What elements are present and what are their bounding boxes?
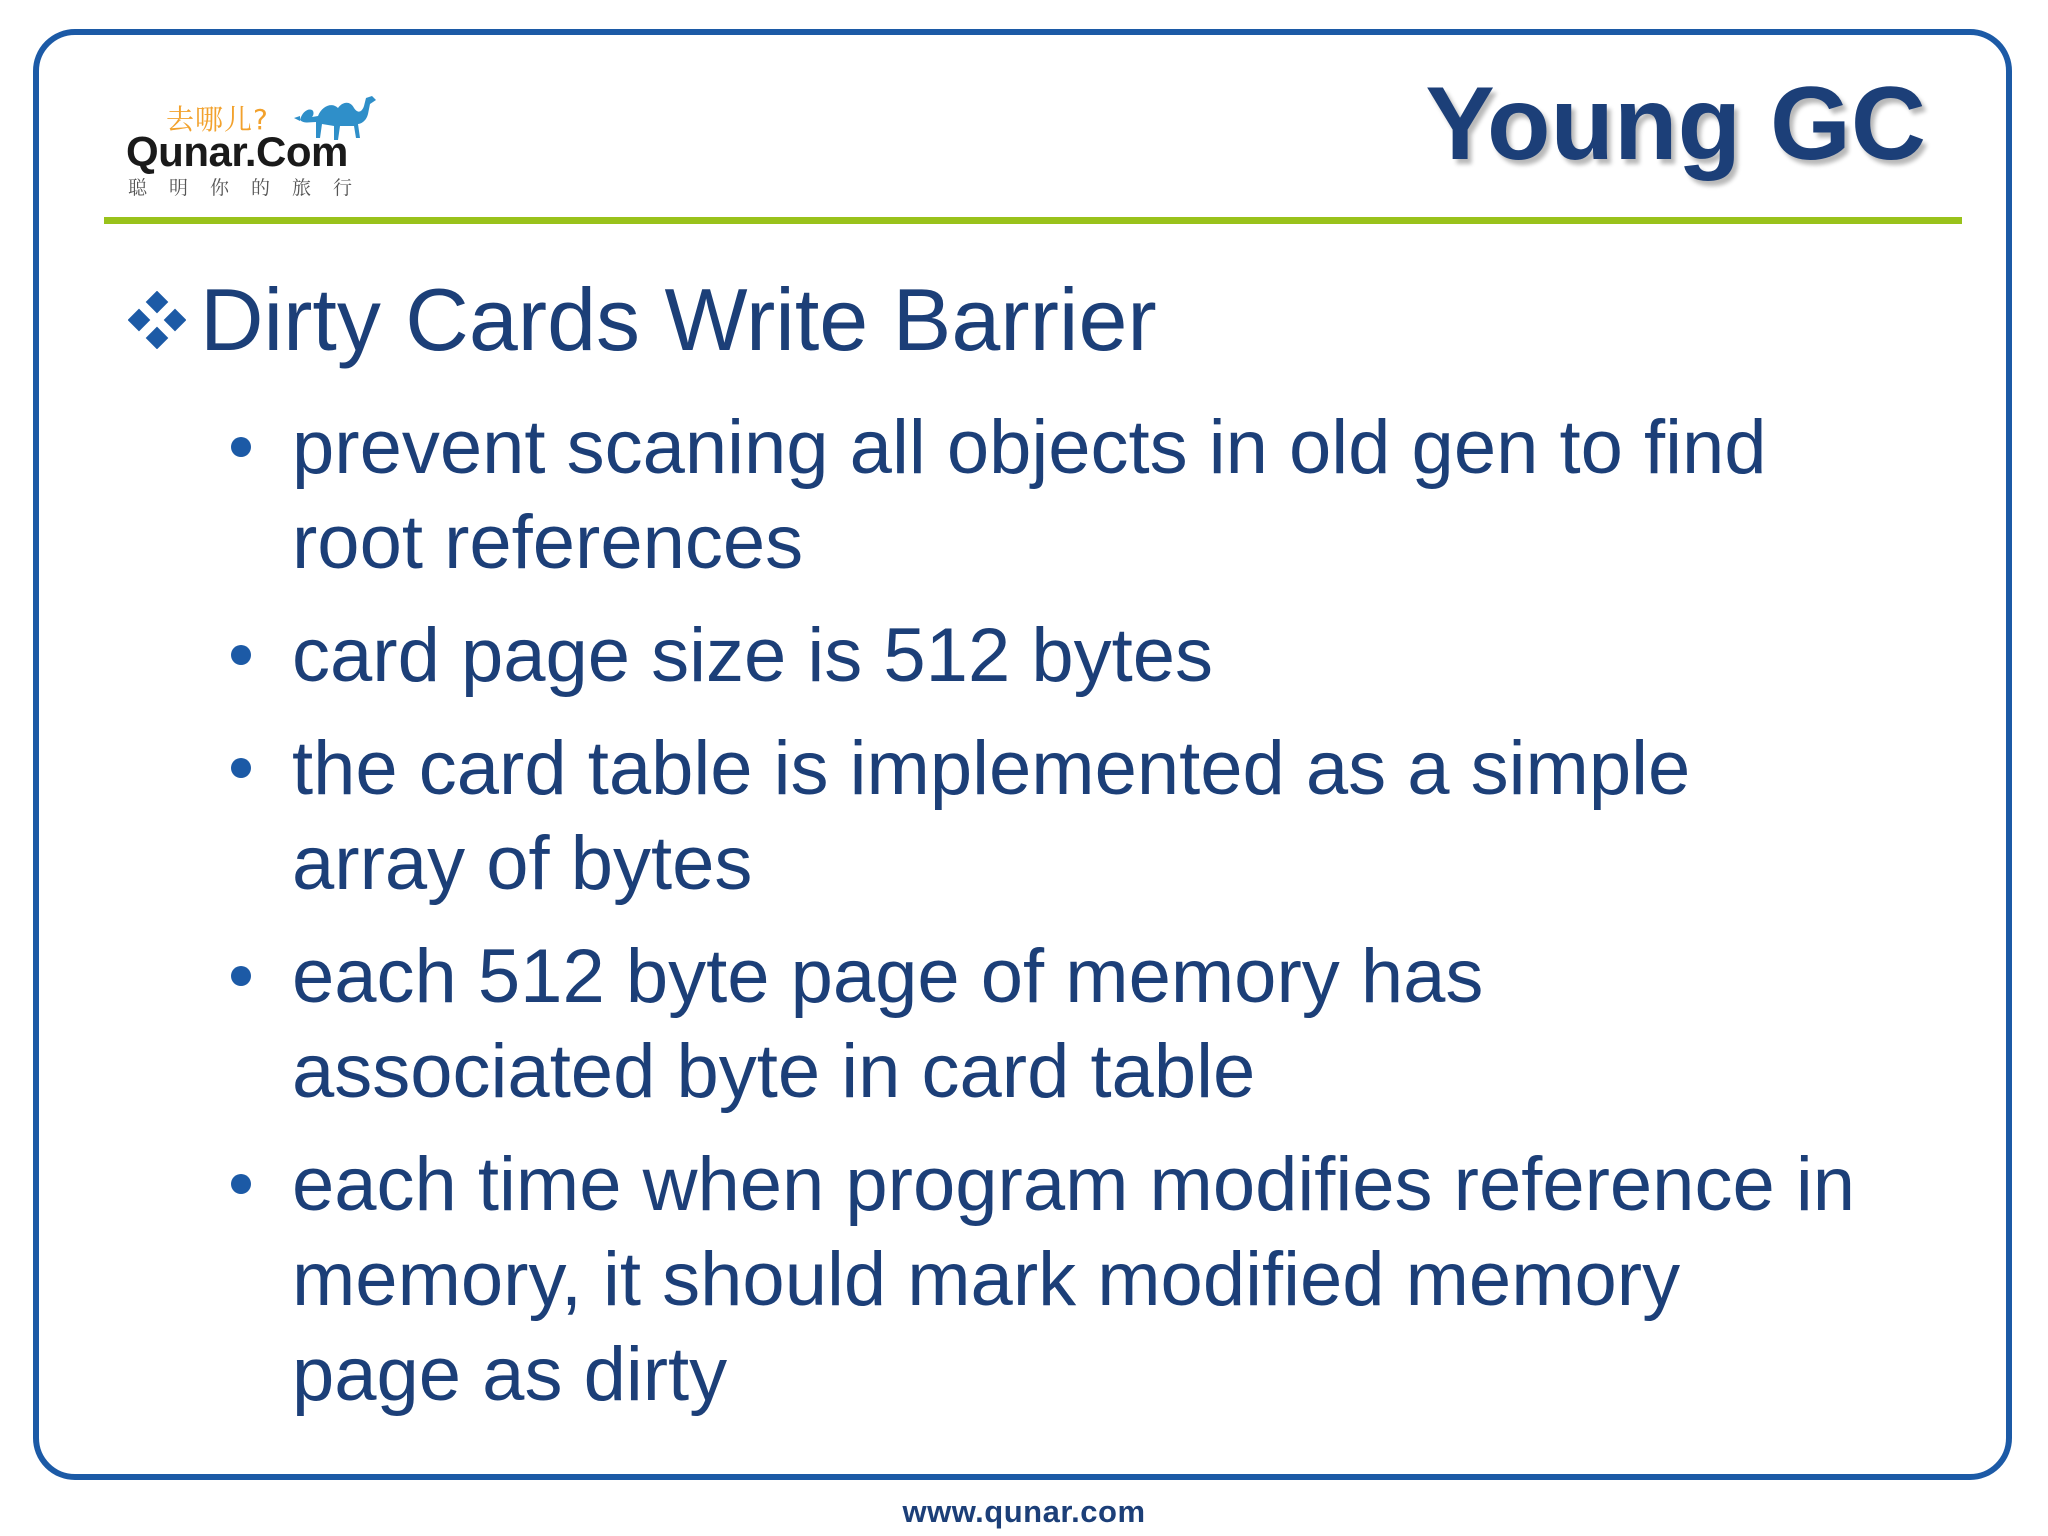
slide-title: Young GC: [1425, 66, 1926, 182]
bullet-text: each 512 byte page of memory has associated byte in card table: [292, 934, 1484, 1114]
bullet-item: [226, 608, 1866, 703]
footer-url: www.qunar.com: [902, 1494, 1146, 1529]
bullet-dot-icon: [231, 758, 251, 778]
bullet-item: [226, 721, 1866, 911]
logo-brand-text: Qunar.Com: [126, 128, 348, 175]
logo-chinese-name: 去哪儿?: [166, 103, 269, 136]
qunar-logo: [124, 90, 384, 200]
bullet-item: [226, 400, 1866, 590]
bullet-item: [226, 929, 1866, 1119]
bullet-dot-icon: [231, 1174, 251, 1194]
bullet-dot-icon: [231, 645, 251, 665]
diamond-bullet-icon: [128, 291, 186, 349]
logo-slogan: 聪明你的旅行: [128, 177, 375, 199]
bullet-text: card page size is 512 bytes: [292, 613, 1213, 698]
title-divider: [104, 217, 1962, 224]
bullet-text: the card table is implemented as a simple array of bytes: [292, 726, 1691, 906]
bullet-dot-icon: [231, 437, 251, 457]
section-heading: Dirty Cards Write Barrier: [200, 270, 1157, 369]
bullet-text: each time when program modifies reference in memory, it should mark modified memory page as dirty: [292, 1142, 1855, 1417]
bullet-item: [226, 1137, 1866, 1422]
bullet-text: prevent scaning all objects in old gen to find root references: [292, 405, 1767, 585]
bullet-list: [226, 400, 1866, 1440]
bullet-dot-icon: [231, 966, 251, 986]
heading-row: [128, 270, 1157, 369]
